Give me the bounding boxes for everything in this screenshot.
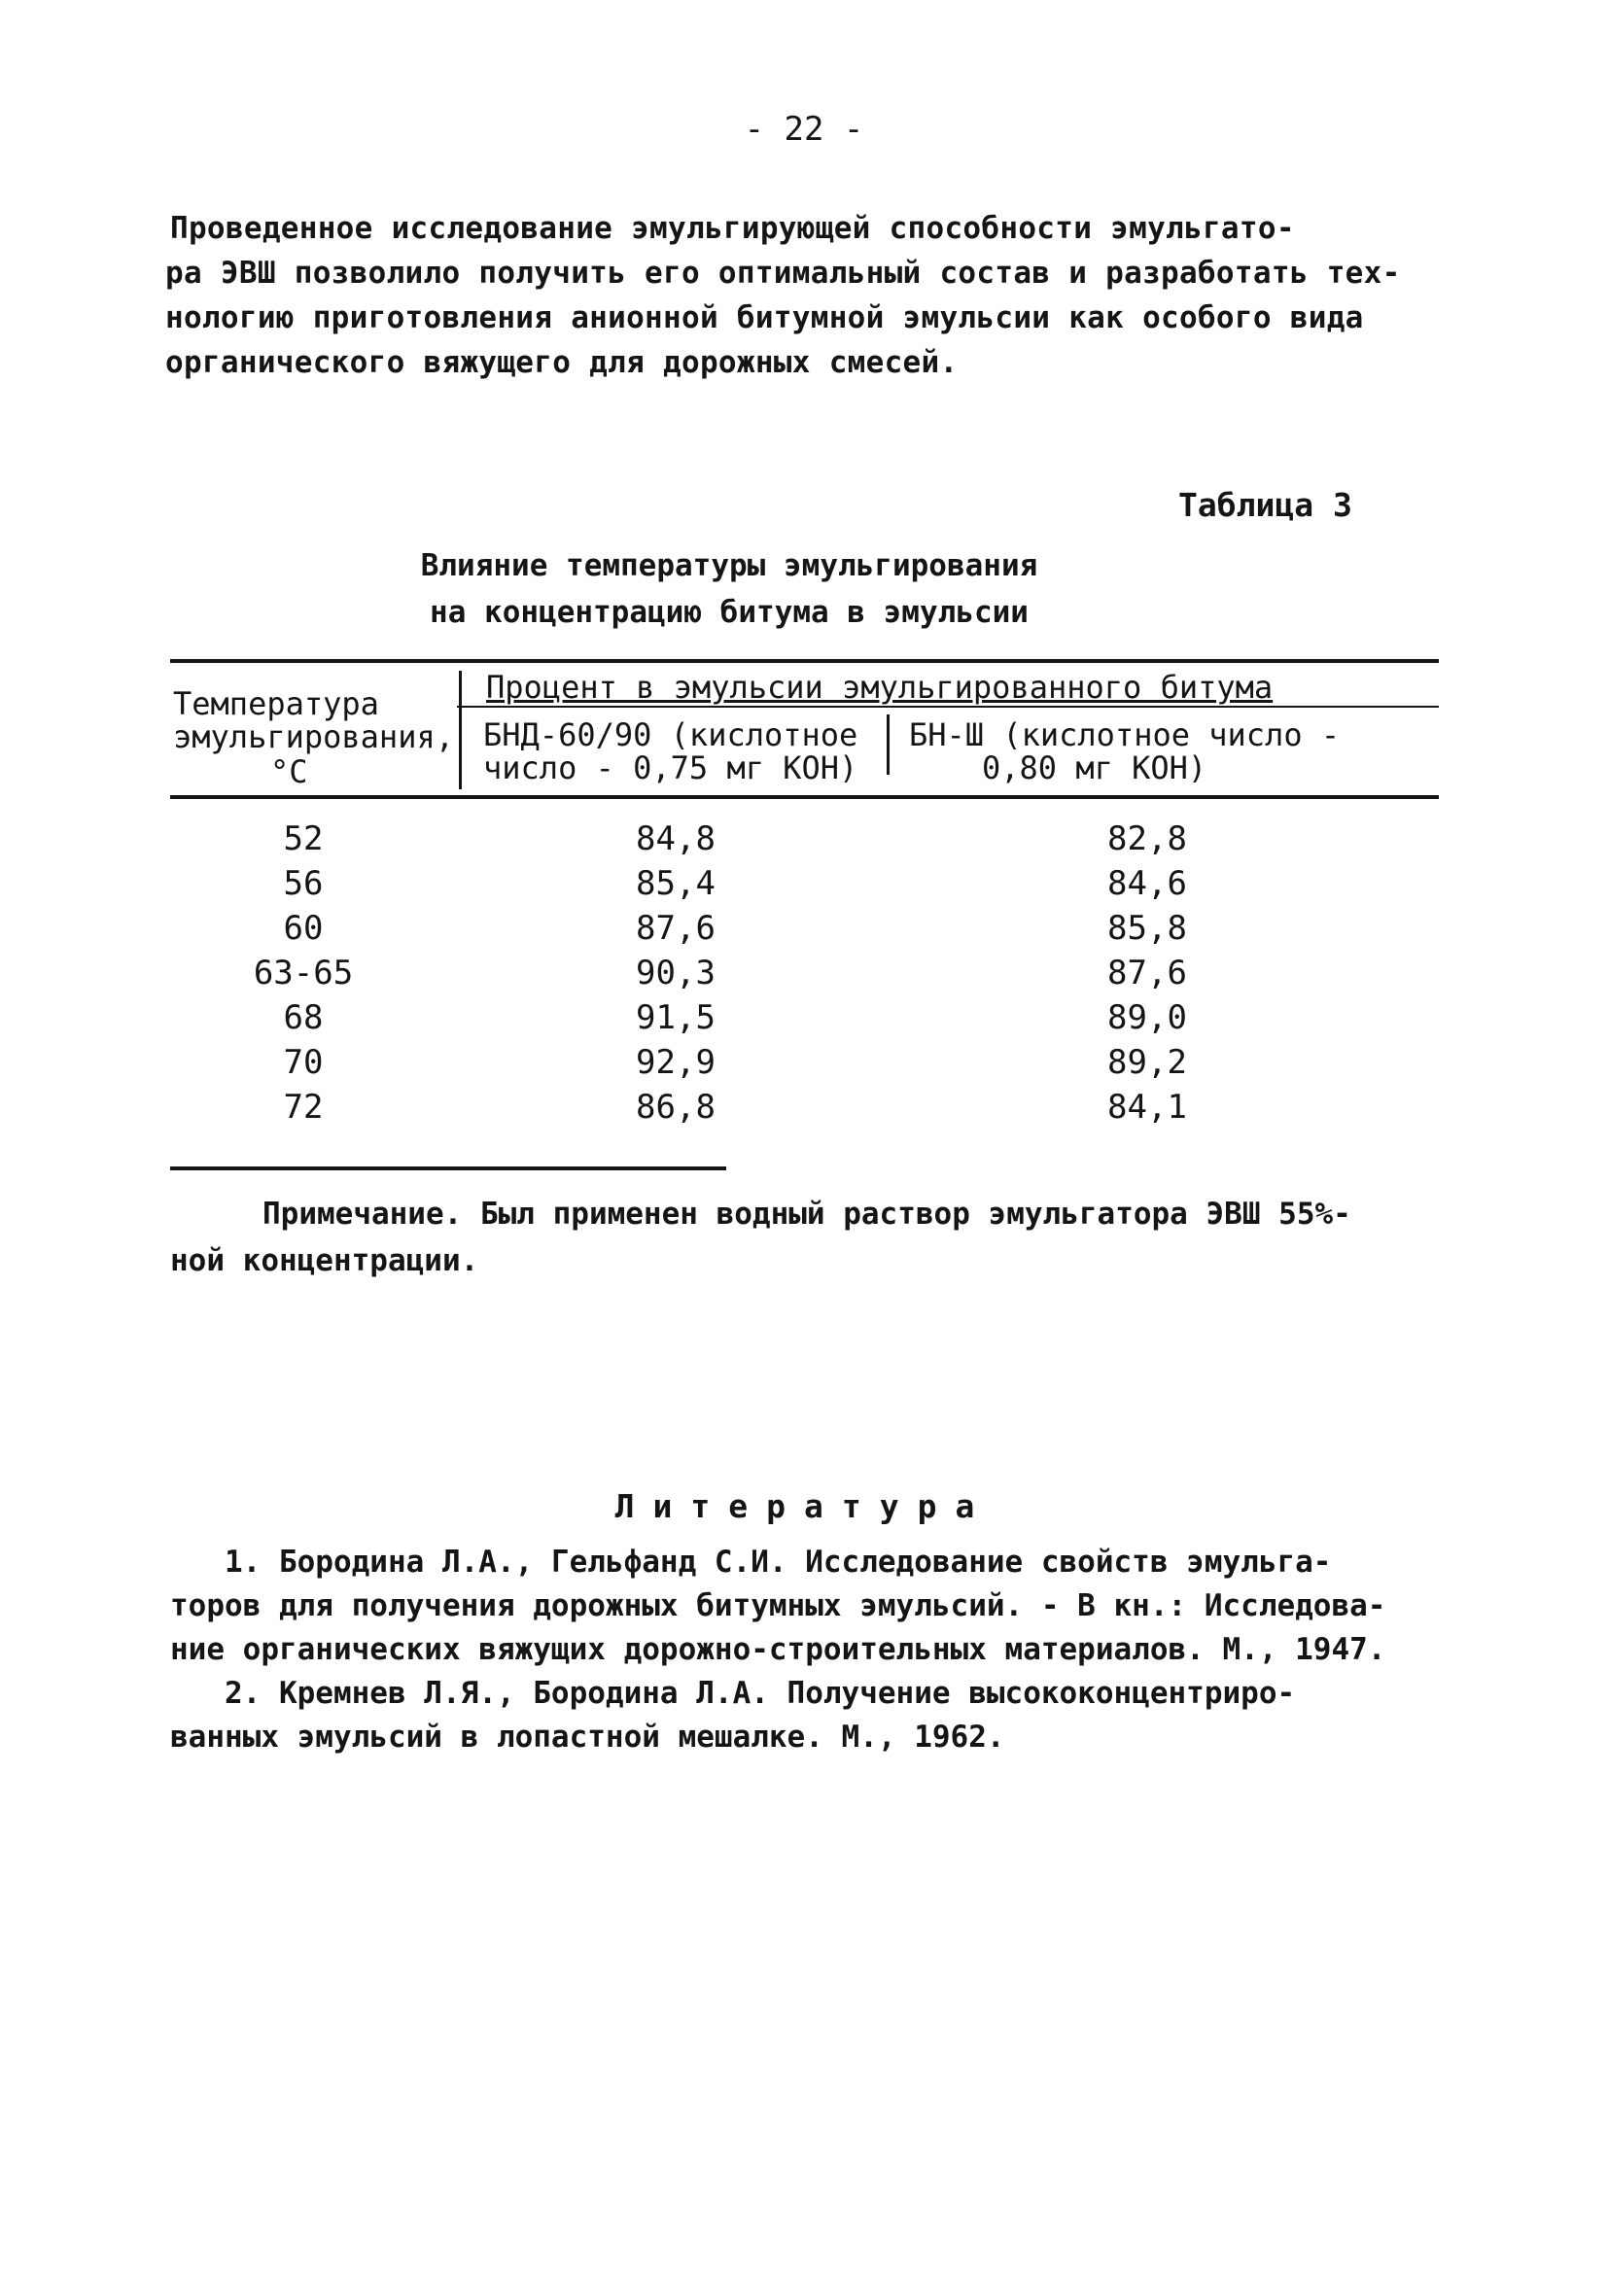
- table-label: Таблица 3: [1178, 486, 1352, 524]
- cell-bnd: 87,6: [636, 909, 716, 948]
- header-bn: 0,80 мг КОН): [982, 749, 1207, 786]
- cell-temperature: 63-65: [253, 954, 354, 992]
- cell-bn: 84,1: [1107, 1088, 1187, 1127]
- note-line: Примечание. Был применен водный раствор эмульгатора ЭВШ 55%-: [262, 1197, 1351, 1232]
- cell-bnd: 84,8: [636, 819, 716, 858]
- literature-list: [170, 1541, 1385, 1759]
- header-temperature-unit: °С: [270, 753, 308, 790]
- reference-line: ние органических вяжущих дорожно-строительных материалов. М., 1947.: [170, 1632, 1386, 1667]
- cell-bnd: 85,4: [636, 864, 716, 903]
- table-caption-line: на концентрацию битума в эмульсии: [430, 595, 1029, 630]
- table-caption-line: Влияние температуры эмульгирования: [420, 548, 1038, 583]
- cell-bn: 87,6: [1107, 954, 1187, 992]
- header-bn: БН-Ш (кислотное число -: [909, 716, 1341, 753]
- cell-temperature: 56: [283, 864, 324, 903]
- cell-bn: 89,2: [1107, 1043, 1187, 1082]
- cell-bnd: 90,3: [636, 954, 716, 992]
- literature-title: Литература: [614, 1487, 994, 1525]
- page-number: - 22 -: [744, 110, 864, 149]
- cell-temperature: 70: [283, 1043, 324, 1082]
- cell-bn: 89,0: [1107, 998, 1187, 1037]
- cell-bnd: 91,5: [636, 998, 716, 1037]
- cell-bnd: 92,9: [636, 1043, 716, 1082]
- reference-line: 2. Кремнев Л.Я., Бородина Л.А. Получение высококонцентриро-: [170, 1676, 1296, 1711]
- cell-bn: 84,6: [1107, 864, 1187, 903]
- cell-temperature: 60: [283, 909, 324, 948]
- intro-paragraph: [165, 206, 1434, 385]
- header-temperature: Температура: [173, 685, 379, 722]
- reference-line: 1. Бородина Л.А., Гельфанд С.И. Исследование свойств эмульга-: [170, 1545, 1332, 1580]
- cell-bn: 85,8: [1107, 909, 1187, 948]
- table-top-rule: [170, 659, 1439, 663]
- note-line: ной концентрации.: [170, 1243, 479, 1278]
- table-caption: [0, 542, 1458, 636]
- paragraph-line: ра ЭВШ позволило получить его оптимальный состав и разработать тех-: [165, 256, 1401, 291]
- paragraph-line: Проведенное исследование эмульгирующей способности эмульгато-: [170, 211, 1295, 246]
- header-bnd: число - 0,75 мг КОН): [483, 749, 858, 786]
- header-temperature: эмульгирования,: [173, 718, 454, 755]
- header-bnd: БНД-60/90 (кислотное: [483, 716, 858, 753]
- table-footer-rule: [170, 1166, 726, 1170]
- header-separator: [459, 671, 462, 789]
- cell-temperature: 52: [283, 819, 324, 858]
- cell-bn: 82,8: [1107, 819, 1187, 858]
- header-group: Процент в эмульсии эмульгированного битума: [486, 669, 1274, 706]
- reference-line: торов для получения дорожных битумных эмульсий. - В кн.: Исследова-: [170, 1588, 1386, 1623]
- cell-temperature: 72: [283, 1088, 324, 1127]
- paragraph-line: нологию приготовления анионной битумной эмульсии как особого вида: [165, 300, 1364, 335]
- header-separator: [887, 714, 890, 775]
- paragraph-line: органического вяжущего для дорожных смесей.: [165, 345, 959, 380]
- cell-bnd: 86,8: [636, 1088, 716, 1127]
- cell-temperature: 68: [283, 998, 324, 1037]
- reference-line: ванных эмульсий в лопастной мешалке. М., 1962.: [170, 1720, 1005, 1755]
- group-header-rule: [457, 706, 1439, 708]
- table-note: [170, 1191, 1351, 1284]
- header-bottom-rule: [170, 795, 1439, 799]
